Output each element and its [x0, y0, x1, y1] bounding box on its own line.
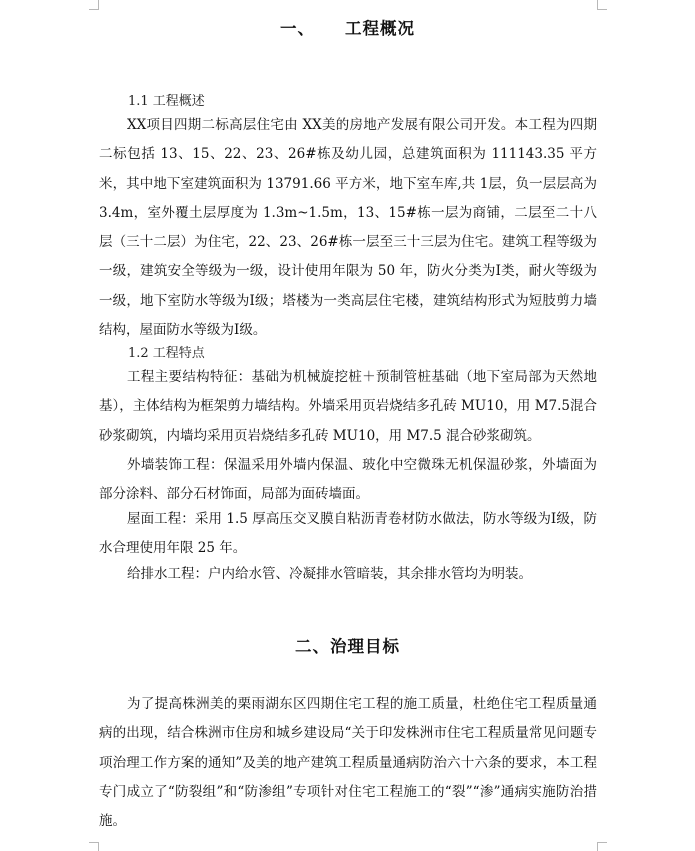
paragraph-governance-goal: 为了提高株洲美的栗雨湖东区四期住宅工程的施工质量，杜绝住宅工程质量通病的出现，结合株洲市住房和城乡建设局“关于印发株洲市住宅工程质量常见问题专项治理工作方案的通知”及美的地产建筑工程质量通病防治六十六条的要求，本工程专门成立了“防裂组”和“防渗组”专项针对住宅工程施工的“裂”“渗”通病实施防治措施。	[99, 696, 597, 830]
section-2-heading: 二、治理目标	[295, 637, 400, 656]
paragraph-plumbing-works: 给排水工程：户内给水管、冷凝排水管暗装，其余排水管均为明装。	[127, 566, 532, 582]
crop-mark-top-right-h	[597, 9, 607, 10]
subsection-1-1-title: 1.1 工程概述	[128, 94, 205, 109]
crop-mark-top-left-h	[89, 9, 99, 10]
crop-mark-top-left-v	[98, 0, 99, 9]
crop-mark-bottom-right-v	[597, 842, 598, 851]
paragraph-facade-decoration: 外墙装饰工程：保温采用外墙内保温、玻化中空微珠无机保温砂浆，外墙面为部分涂料、部分石材饰面，局部为面砖墙面。	[99, 457, 597, 503]
section-1-number: 一、	[280, 19, 315, 38]
section-1-title: 工程概况	[345, 19, 415, 38]
paragraph-structure-features: 工程主要结构特征：基础为机械旋挖桩＋预制管桩基础（地下室局部为天然地基），主体结构为框架剪力墙结构。外墙采用页岩烧结多孔砖 MU10，用 M7.5混合砂浆砌筑，内墙均采用页岩烧结多孔砖 MU10，用 M7.5 混合砂浆砌筑。	[99, 369, 598, 444]
paragraph-roof-works: 屋面工程：采用 1.5 厚高压交叉膜自粘沥青卷材防水做法，防水等级为Ⅰ级，防水合理使用年限 25 年。	[99, 511, 597, 557]
crop-mark-bottom-left-h	[89, 842, 99, 843]
crop-mark-bottom-left-v	[98, 842, 99, 851]
subsection-1-2-title: 1.2 工程特点	[128, 346, 205, 361]
crop-mark-top-right-v	[597, 0, 598, 9]
paragraph-project-overview: XX项目四期二标高层住宅由 XX美的房地产发展有限公司开发。本工程为四期二标包括 13、15、22、23、26#栋及幼儿园，总建筑面积为 111143.35 平方米，其中地下室建筑面积为 13791.66 平方米，地下室车库,共 1层，负一层层高为 3.4m，室外覆土层厚度为 1.3m~1.5m，13、15#栋一层为商铺，二层至二十八层（三十二层）为住宅，22、23、26#栋一层至三十三层为住宅。建筑工程等级为一级，建筑安全等级为一级，设计使用年限为 50 年，防火分类为Ⅰ类，耐火等级为一级，地下室防水等级为Ⅰ级；塔楼为一类高层住宅楼，建筑结构形式为短肢剪力墙结构，屋面防水等级为Ⅰ级。	[99, 117, 597, 339]
crop-mark-bottom-right-h	[597, 842, 607, 843]
section-1-heading	[0, 15, 695, 39]
